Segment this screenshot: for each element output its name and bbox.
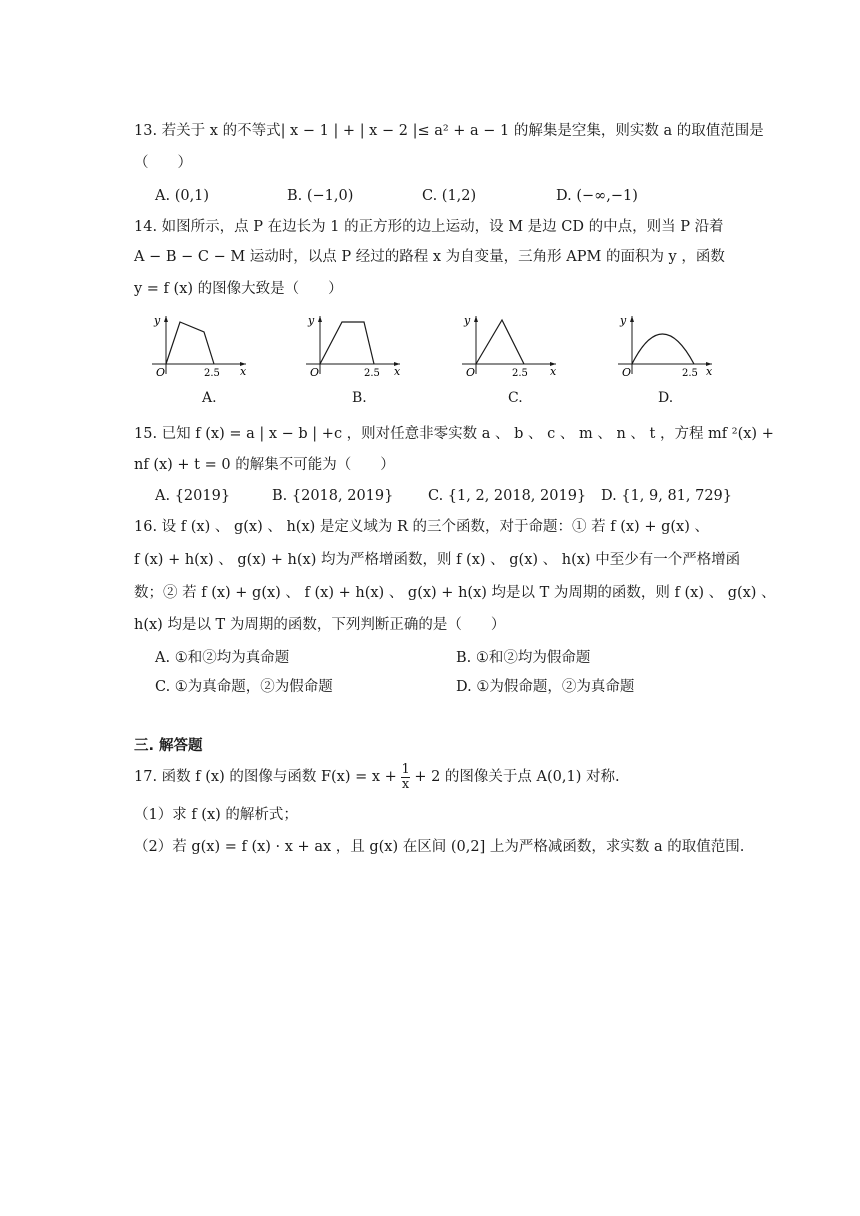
q17-fraction	[401, 763, 409, 792]
q14-stem-line2: A − B − C − M 运动时，以点 P 经过的路程 x 为自变量，三角形 APM 的面积为 y ，函数	[134, 249, 725, 265]
q13-option-d: D. (−∞,−1)	[556, 188, 638, 204]
q16-option-b: B. ①和②均为假命题	[456, 650, 591, 666]
graph-a-x-label: x	[240, 365, 247, 378]
graph-c-x-label: x	[550, 365, 557, 378]
q15-stem-line2: nf (x) + t = 0 的解集不可能为（ ）	[134, 457, 395, 473]
q17-frac-num: 1	[401, 761, 410, 777]
q14-graph-d	[614, 312, 714, 382]
q15-option-b: B. {2018, 2019}	[272, 488, 394, 504]
section-heading: 三. 解答题	[134, 738, 203, 754]
q14-graph-a-label: A.	[202, 390, 217, 406]
graph-c-tick: 2.5	[512, 368, 528, 379]
q14-stem-line3: y = f (x) 的图像大致是（ ）	[134, 281, 343, 297]
graph-d-origin: O	[622, 366, 632, 379]
q16-option-d: D. ①为假命题，②为真命题	[456, 679, 635, 695]
q15-option-c: C. {1, 2, 2018, 2019}	[428, 488, 587, 504]
q14-graph-c-label: C.	[508, 390, 523, 406]
q16-option-a: A. ①和②均为真命题	[155, 650, 290, 666]
q15-stem-line1: 15. 已知 f (x) = a | x − b | +c ，则对任意非零实数 a 、 b 、 c 、 m 、 n 、 t ，方程 mf ²(x) +	[134, 426, 774, 442]
graph-b-tick: 2.5	[364, 368, 380, 379]
q16-stem-line4: h(x) 均是以 T 为周期的函数，下列判断正确的是（ ）	[134, 617, 506, 633]
graph-d-tick: 2.5	[682, 368, 698, 379]
graph-c-origin: O	[466, 366, 476, 379]
q14-graph-b	[302, 312, 402, 382]
q14-stem-line1: 14. 如图所示，点 P 在边长为 1 的正方形的边上运动，设 M 是边 CD 的中点，则当 P 沿着	[134, 219, 724, 235]
graph-d-y-label: y	[620, 314, 627, 327]
q17-part2: （2）若 g(x) = f (x) · x + ax ，且 g(x) 在区间 (0,2] 上为严格减函数，求实数 a 的取值范围.	[134, 839, 745, 855]
graph-b-y-label: y	[308, 314, 315, 327]
q17-stem-part-b: + 2 的图像关于点 A(0,1) 对称.	[414, 769, 620, 785]
q17-stem-line1	[134, 762, 620, 792]
q13-option-a: A. (0,1)	[155, 188, 210, 204]
q13-stem-line1: 13. 若关于 x 的不等式| x − 1 | + | x − 2 |≤ a² + a − 1 的解集是空集，则实数 a 的取值范围是	[134, 123, 764, 139]
q16-stem-line3: 数；② 若 f (x) + g(x) 、 f (x) + h(x) 、 g(x) + h(x) 均是以 T 为周期的函数，则 f (x) 、 g(x) 、	[134, 585, 776, 601]
q14-graph-b-label: B.	[352, 390, 367, 406]
q16-stem-line1: 16. 设 f (x) 、 g(x) 、 h(x) 是定义域为 R 的三个函数，对于命题：① 若 f (x) + g(x) 、	[134, 519, 709, 535]
graph-a-tick: 2.5	[204, 368, 220, 379]
graph-b-origin: O	[310, 366, 320, 379]
q16-option-c: C. ①为真命题，②为假命题	[155, 679, 333, 695]
graph-b-x-label: x	[394, 365, 401, 378]
q14-graph-d-label: D.	[658, 390, 674, 406]
graph-c-y-label: y	[464, 314, 471, 327]
q13-option-c: C. (1,2)	[422, 188, 477, 204]
q17-frac-den: x	[401, 776, 410, 792]
q15-option-d: D. {1, 9, 81, 729}	[601, 488, 733, 504]
q17-part1: （1）求 f (x) 的解析式；	[134, 807, 298, 823]
q14-graph-c	[458, 312, 558, 382]
graph-a-y-label: y	[154, 314, 161, 327]
q13-option-b: B. (−1,0)	[287, 188, 354, 204]
graph-d-x-label: x	[706, 365, 713, 378]
q17-stem-part-a: 17. 函数 f (x) 的图像与函数 F(x) = x +	[134, 769, 397, 785]
q14-graph-a	[148, 312, 248, 382]
graph-a-origin: O	[156, 366, 166, 379]
q13-stem-line2: （ ）	[134, 155, 192, 171]
q16-stem-line2: f (x) + h(x) 、 g(x) + h(x) 均为严格增函数，则 f (x) 、 g(x) 、 h(x) 中至少有一个严格增函	[134, 552, 741, 568]
q15-option-a: A. {2019}	[155, 488, 231, 504]
